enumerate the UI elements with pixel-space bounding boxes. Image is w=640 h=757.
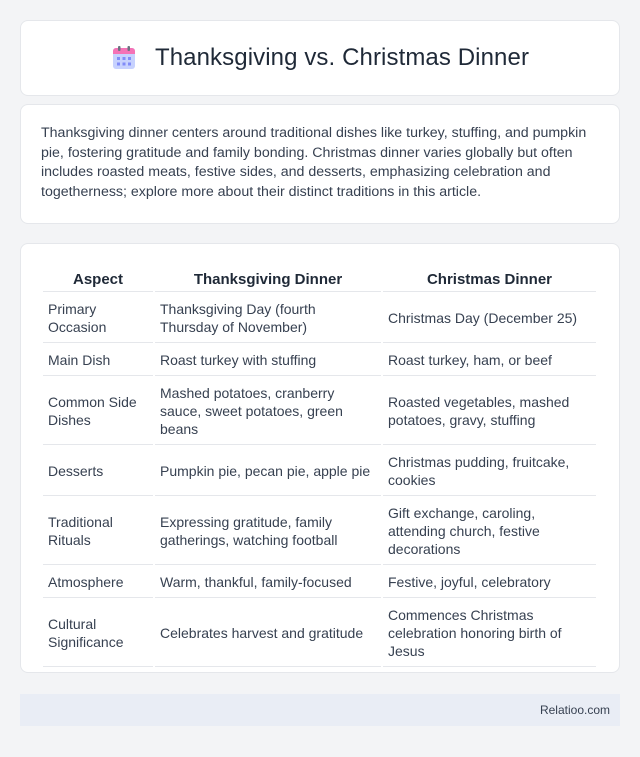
table-row xyxy=(43,345,596,376)
christmas-cell: Roast turkey, ham, or beef xyxy=(383,345,596,376)
comparison-table-card xyxy=(20,243,620,673)
aspect-cell: Atmosphere xyxy=(43,567,153,598)
aspect-cell: Cultural Significance xyxy=(43,600,153,667)
christmas-cell: Commences Christmas celebration honoring birth of Jesus xyxy=(383,600,596,667)
aspect-cell: Traditional Rituals xyxy=(43,498,153,565)
table-row xyxy=(43,498,596,565)
comparison-table xyxy=(41,265,598,669)
intro-card xyxy=(20,104,620,224)
christmas-cell: Gift exchange, caroling, attending church, festive decorations xyxy=(383,498,596,565)
thanksgiving-cell: Thanksgiving Day (fourth Thursday of November) xyxy=(155,294,381,343)
aspect-cell: Primary Occasion xyxy=(43,294,153,343)
christmas-cell: Roasted vegetables, mashed potatoes, gravy, stuffing xyxy=(383,378,596,445)
aspect-cell: Common Side Dishes xyxy=(43,378,153,445)
table-row xyxy=(43,294,596,343)
title-wrap xyxy=(111,44,529,72)
footer-bar xyxy=(20,694,620,726)
table-row xyxy=(43,447,596,496)
thanksgiving-cell: Pumpkin pie, pecan pie, apple pie xyxy=(155,447,381,496)
table-row xyxy=(43,378,596,445)
header-christmas: Christmas Dinner xyxy=(383,267,596,292)
christmas-cell: Christmas Day (December 25) xyxy=(383,294,596,343)
thanksgiving-cell: Roast turkey with stuffing xyxy=(155,345,381,376)
table-row xyxy=(43,567,596,598)
header-card xyxy=(20,20,620,96)
christmas-cell: Festive, joyful, celebratory xyxy=(383,567,596,598)
thanksgiving-cell: Warm, thankful, family-focused xyxy=(155,567,381,598)
aspect-cell: Desserts xyxy=(43,447,153,496)
thanksgiving-cell: Mashed potatoes, cranberry sauce, sweet potatoes, green beans xyxy=(155,378,381,445)
table-header-row xyxy=(43,267,596,292)
header-aspect: Aspect xyxy=(43,267,153,292)
header-thanksgiving: Thanksgiving Dinner xyxy=(155,267,381,292)
intro-text: Thanksgiving dinner centers around traditional dishes like turkey, stuffing, and pumpkin pie, fostering gratitude and family bonding. Christmas dinner varies globally but often includes roasted meats, festive sides, and desserts, emphasizing celebration and togetherness; explore more about their distinct traditions in this article. xyxy=(41,125,587,200)
table-row xyxy=(43,600,596,667)
christmas-cell: Christmas pudding, fruitcake, cookies xyxy=(383,447,596,496)
aspect-cell: Main Dish xyxy=(43,345,153,376)
thanksgiving-cell: Celebrates harvest and gratitude xyxy=(155,600,381,667)
thanksgiving-cell: Expressing gratitude, family gatherings, watching football xyxy=(155,498,381,565)
page-title: Thanksgiving vs. Christmas Dinner xyxy=(154,44,530,71)
footer-brand[interactable]: Relatioo.com xyxy=(539,703,610,717)
calendar-icon xyxy=(111,45,137,71)
